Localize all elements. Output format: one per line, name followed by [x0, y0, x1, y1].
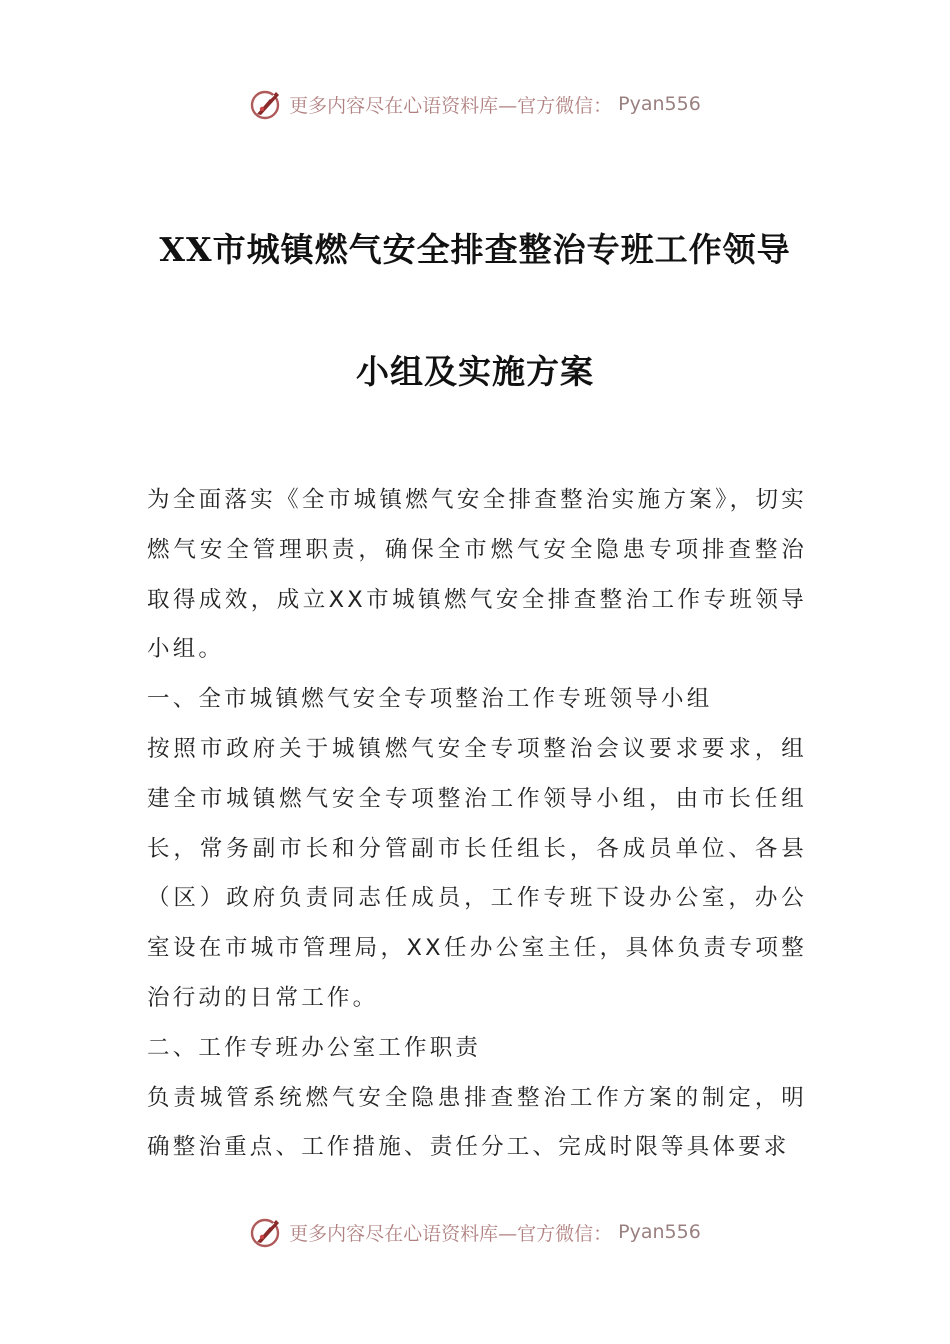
header-watermark — [0, 84, 950, 124]
watermark-text: 更多内容尽在心语资料库—官方微信： — [289, 94, 613, 117]
watermark-text: 更多内容尽在心语资料库—官方微信： — [289, 1222, 613, 1245]
section-heading-2: 二、工作专班办公室工作职责 — [147, 1034, 482, 1061]
footer-watermark — [0, 1212, 950, 1252]
document-title-line-1: XX市城镇燃气安全排查整治专班工作领导 — [159, 230, 791, 269]
section-2-paragraph: 负责城管系统燃气安全隐患排查整治工作方案的制定，明确整治重点、工作措施、责任分工、完成时限等具体要求 — [147, 1084, 807, 1161]
intro-paragraph: 为全面落实《全市城镇燃气安全排查整治实施方案》，切实燃气安全管理职责，确保全市燃气安全隐患专项排查整治取得成效，成立XX市城镇燃气安全排查整治工作专班领导小组。 — [147, 487, 807, 663]
quill-pen-logo-icon — [249, 87, 283, 121]
section-heading-1: 一、全市城镇燃气安全专项整治工作专班领导小组 — [147, 686, 713, 713]
document-title-line-2: 小组及实施方案 — [356, 352, 594, 391]
document-body — [147, 476, 807, 1173]
section-1-paragraph: 按照市政府关于城镇燃气安全专项整治会议要求要求，组建全市城镇燃气安全专项整治工作领导小组，由市长任组长，常务副市长和分管副市长任组长，各成员单位、各县（区）政府负责同志任成员，工作专班下设办公室，办公室设在市城市管理局，XX任办公室主任，具体负责专项整治行动的日常工作。 — [147, 735, 807, 1011]
quill-pen-logo-icon — [249, 1215, 283, 1249]
watermark-wechat-id: Pyan556 — [618, 1221, 701, 1243]
watermark-wechat-id: Pyan556 — [618, 93, 701, 115]
